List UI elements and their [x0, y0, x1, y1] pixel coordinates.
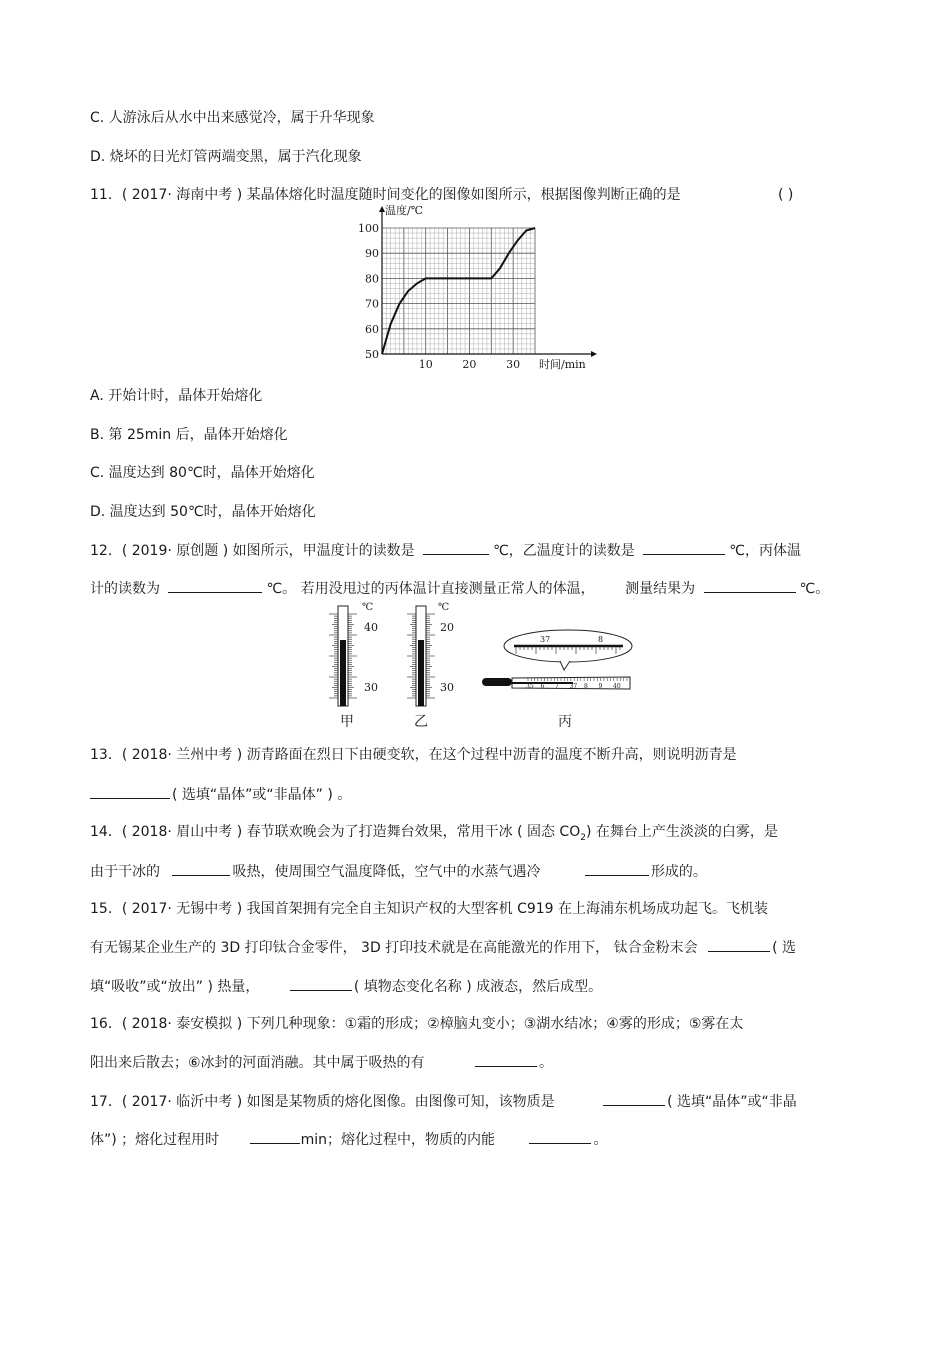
q10-option-d: D. 烧坏的日光灯管两端变黑，属于汽化现象 [90, 149, 362, 165]
answer-blank[interactable] [708, 937, 770, 952]
thermometer-yi [400, 598, 460, 718]
q14-line-1: 14．( 2018· 眉山中考 ) 春节联欢晚会为了打造舞台效果，常用干冰 ( 固态 $CO_2$) 在舞台上产生淡淡的白雾，是 [90, 824, 778, 843]
tick-label-bottom: 30 [440, 681, 454, 694]
q11-melting-chart [345, 202, 605, 372]
scale-label: 9 [598, 683, 603, 690]
caption-bing: 丙 [558, 714, 572, 730]
y-tick-label: 90 [365, 247, 379, 261]
answer-blank[interactable] [603, 1091, 665, 1106]
q15-line-1: 15．( 2017· 无锡中考 ) 我国首架拥有完全自主知识产权的大型客机 C919 在上海浦东机场成功起飞。飞机装 [90, 901, 769, 917]
x-axis-label: 时间/min [539, 358, 586, 371]
answer-blank[interactable] [90, 784, 170, 799]
q15-line-3: 填“吸收”或“放出” ) 热量， ( 填物态变化名称 ) 成液态，然后成型。 [90, 976, 602, 997]
q12-line-1: 12．( 2019· 原创题 ) 如图所示，甲温度计的读数是 ℃，乙温度计的读数是 ℃，丙体温 [90, 540, 801, 561]
tick-label-bottom: 30 [364, 681, 378, 694]
q15-line-2: 有无锡某企业生产的 3D 打印钛合金零件， 3D 打印技术就是在高能激光的作用下， 钛合金粉末会 ( 选 [90, 937, 796, 958]
q11-option-d: D. 温度达到 50℃时，晶体开始熔化 [90, 504, 316, 520]
unit-label: ℃ [362, 602, 374, 613]
tick-label-top: 40 [364, 621, 378, 634]
zoom-label-left: 37 [540, 635, 551, 644]
y-axis-label: 温度/℃ [385, 204, 424, 217]
x-tick-label: 10 [418, 358, 433, 371]
y-tick-label: 70 [365, 297, 379, 311]
answer-blank[interactable] [423, 540, 489, 555]
q16-line-2: 阳出来后散去；⑥冰封的河面消融。其中属于吸热的有 。 [90, 1052, 553, 1073]
answer-blank[interactable] [172, 861, 230, 876]
scale-label: 40 [613, 683, 621, 690]
answer-blank[interactable] [585, 861, 649, 876]
thermometer-jia [322, 598, 382, 718]
y-tick-label: 50 [365, 348, 379, 361]
scale-label: 35 [526, 683, 534, 690]
chart-axes [379, 206, 597, 357]
scale-label: 37 [569, 683, 578, 690]
answer-blank[interactable] [643, 540, 725, 555]
q11-answer-paren: ( ) [778, 187, 794, 203]
q11-option-b: B. 第 25min 后，晶体开始熔化 [90, 427, 288, 443]
q14-line-2: 由于干冰的 吸热，使周围空气温度降低，空气中的水蒸气遇冷 形成的。 [90, 861, 707, 882]
y-tick-label: 60 [365, 322, 379, 336]
x-tick-label: 20 [462, 358, 477, 371]
q17-line-1: 17．( 2017· 临沂中考 ) 如图是某物质的熔化图像。由图像可知，该物质是 ( 选填“晶体”或“非晶 [90, 1091, 797, 1112]
answer-blank[interactable] [704, 578, 796, 593]
scale-label: 6 [540, 683, 545, 690]
q11-option-c: C. 温度达到 80℃时，晶体开始熔化 [90, 465, 315, 481]
q16-line-1: 16．( 2018· 泰安模拟 ) 下列几种现象：①霜的形成；②樟脑丸变小；③湖水结冰；④雾的形成；⑤雾在太 [90, 1016, 744, 1032]
thermometer-bing [478, 628, 638, 708]
caption-yi: 乙 [414, 714, 428, 730]
q11-stem: 11．( 2017· 海南中考 ) 某晶体熔化时温度随时间变化的图像如图所示，根据图像判断正确的是 [90, 187, 681, 203]
scale-label: 8 [584, 683, 588, 690]
y-tick-label: 80 [365, 272, 379, 286]
q11-option-a: A. 开始计时，晶体开始熔化 [90, 388, 263, 404]
q17-line-2: 体”) ；熔化过程用时 min；熔化过程中，物质的内能 。 [90, 1129, 607, 1150]
y-tick-label: 100 [358, 222, 379, 235]
zoom-label-right: 8 [598, 635, 604, 644]
caption-jia: 甲 [340, 714, 354, 730]
answer-blank[interactable] [529, 1129, 591, 1144]
q13-line-2: ( 选填“晶体”或“非晶体” ) 。 [90, 784, 351, 805]
answer-blank[interactable] [290, 976, 352, 991]
tick-label-top: 20 [440, 621, 454, 634]
series-line [382, 228, 535, 354]
answer-blank[interactable] [168, 578, 262, 593]
answer-blank[interactable] [250, 1129, 300, 1144]
x-axis-arrow [591, 351, 597, 357]
answer-blank[interactable] [475, 1052, 537, 1067]
q12-line-2: 计的读数为 ℃。 若用没甩过的丙体温计直接测量正常人的体温， 测量结果为 ℃。 [90, 578, 829, 599]
q10-option-c: C. 人游泳后从水中出来感觉冷，属于升华现象 [90, 110, 375, 126]
unit-label: ℃ [438, 602, 450, 613]
x-tick-label: 30 [506, 358, 521, 371]
scale-label: 7 [555, 683, 559, 690]
q13-line-1: 13．( 2018· 兰州中考 ) 沥青路面在烈日下由硬变软，在这个过程中沥青的温度不断升高，则说明沥青是 [90, 747, 737, 763]
